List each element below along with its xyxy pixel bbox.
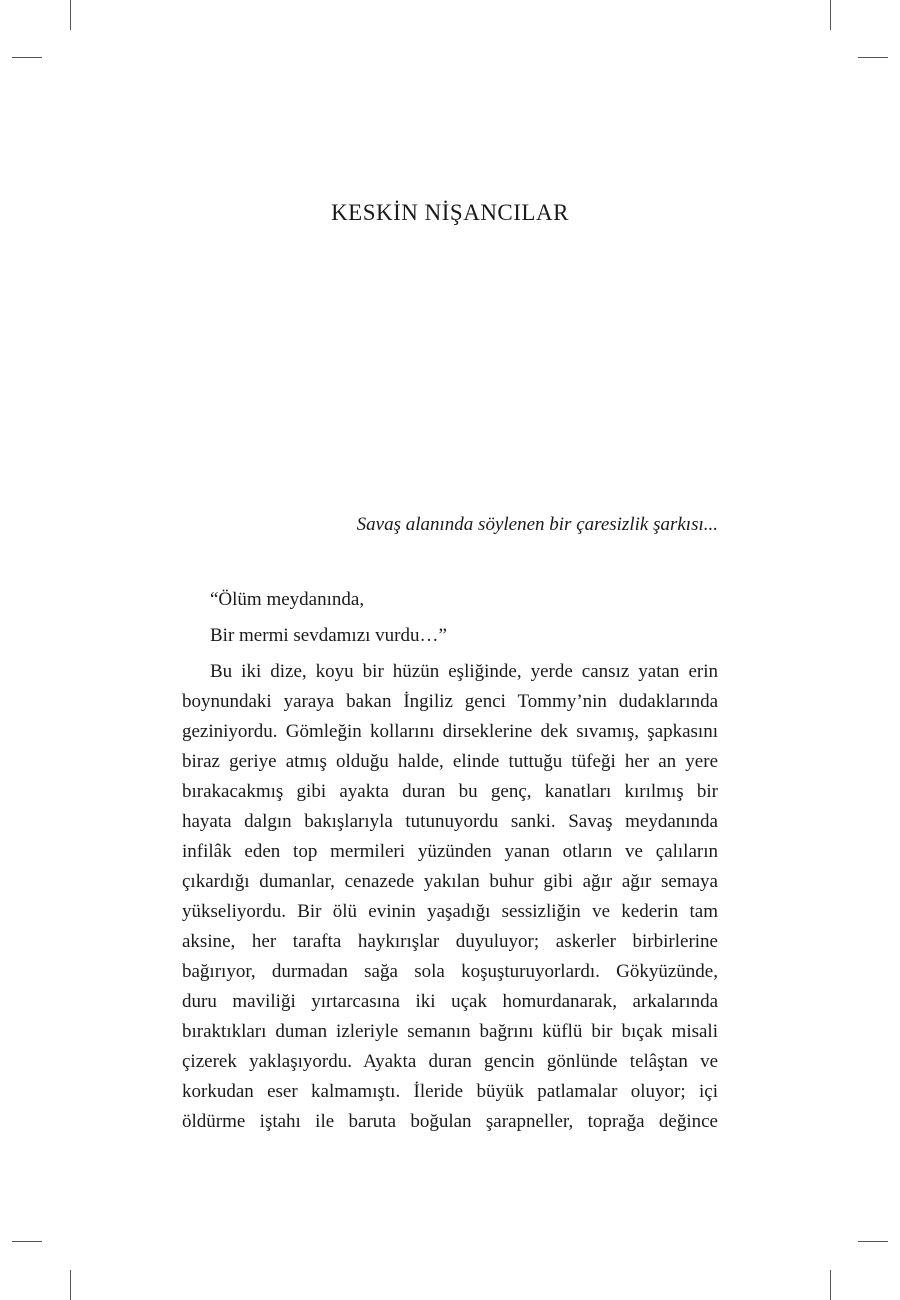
paragraph-line: duru maviliği yırtarcasına iki uçak homurdanarak, arkalarında: [182, 991, 718, 1012]
crop-mark-bottom-right: [830, 1270, 831, 1300]
paragraph-line: öldürme iştahı ile baruta boğulan şarapneller, toprağa değince: [182, 1111, 718, 1132]
crop-mark-top-left: [70, 0, 71, 30]
paragraph: [182, 657, 718, 1137]
chapter-title: KESKİN NİŞANCILAR: [331, 200, 569, 225]
crop-mark-left-bottom: [12, 1241, 42, 1242]
paragraph-line: Bu iki dize, koyu bir hüzün eşliğinde, yerde cansız yatan erin: [210, 661, 718, 682]
paragraph-line: geziniyordu. Gömleğin kollarını dirseklerine dek sıvamış, şapkasını: [182, 721, 718, 742]
paragraph-line: bağırıyor, durmadan sağa sola koşuşturuyorlardı. Gökyüzünde,: [182, 961, 718, 982]
paragraph-line: aksine, her tarafta haykırışlar duyuluyor; askerler birbirlerine: [182, 931, 718, 952]
paragraph-line: hayata dalgın bakışlarıyla tutunuyordu sanki. Savaş meydanında: [182, 811, 718, 832]
paragraph-line: yükseliyordu. Bir ölü evinin yaşadığı sessizliğin ve kederin tam: [182, 901, 718, 922]
crop-mark-right-top: [858, 57, 888, 58]
paragraph-line: bıraktıkları duman izleriyle semanın bağrını küflü bir bıçak misali: [182, 1021, 718, 1042]
crop-mark-right-bottom: [858, 1241, 888, 1242]
crop-mark-top-right: [830, 0, 831, 30]
crop-mark-bottom-left: [70, 1270, 71, 1300]
body-text: [182, 585, 718, 1137]
paragraph-line: bırakacakmış gibi ayakta duran bu genç, kanatları kırılmış bir: [182, 781, 718, 802]
paragraph-line: biraz geriye atmış olduğu halde, elinde tuttuğu tüfeği her an yere: [182, 751, 718, 772]
verse-line: “Ölüm meydanında,: [210, 589, 365, 610]
epigraph: Savaş alanında söylenen bir çaresizlik şarkısı...: [356, 514, 718, 535]
paragraph-line: çizerek yaklaşıyordu. Ayakta duran gencin gönlünde telâştan ve: [182, 1051, 718, 1072]
crop-mark-left-top: [12, 57, 42, 58]
paragraph-line: infilâk eden top mermileri yüzünden yanan otların ve çalıların: [182, 841, 718, 862]
verse-line: Bir mermi sevdamızı vurdu…”: [210, 625, 447, 646]
paragraph-line: korkudan eser kalmamıştı. İleride büyük patlamalar oluyor; içi: [182, 1081, 718, 1102]
paragraph-line: çıkardığı dumanlar, cenazede yakılan buhur gibi ağır ağır semaya: [182, 871, 718, 892]
paragraph-line: boynundaki yaraya bakan İngiliz genci Tommy’nin dudaklarında: [182, 691, 718, 712]
